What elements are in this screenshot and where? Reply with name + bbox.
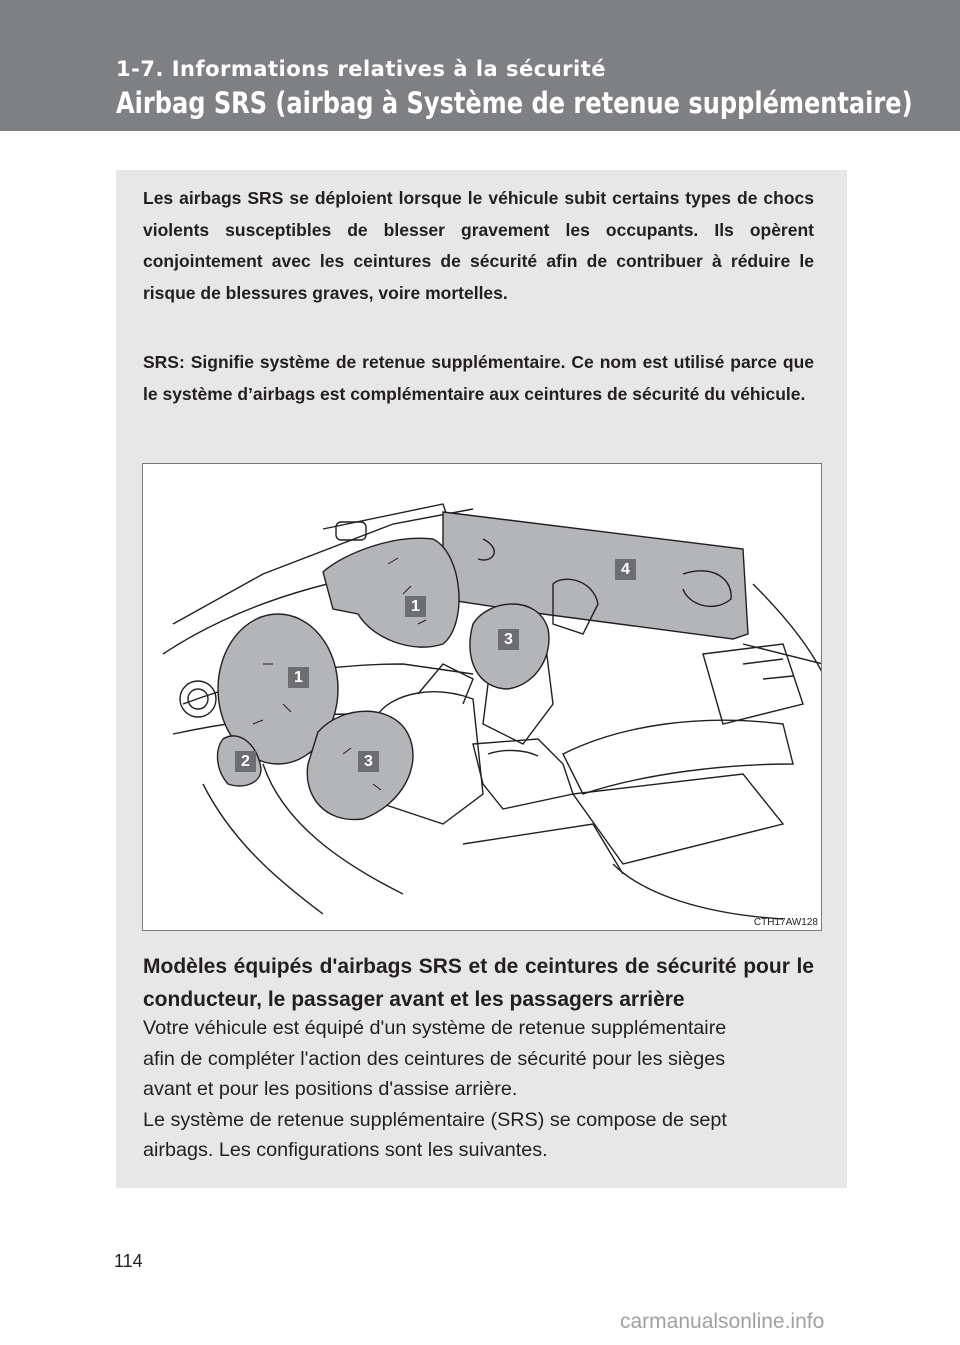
page-title: Airbag SRS (airbag à Système de retenue supplémentaire) [116,86,913,120]
car-interior-drawing [143,464,822,931]
section-label: 1-7. Informations relatives à la sécurité [116,57,606,81]
callout-1-curtain: 1 [405,596,426,617]
section-body [143,1013,823,1166]
watermark: carmanualsonline.info [620,1310,825,1333]
intro-paragraph: Les airbags SRS se déploient lorsque le véhicule subit certains types de chocs violents susceptibles de blesser gravement les occupants. Ils opèrent conjointement avec les ceintures de sécurité afin de contribuer à réduire le risque de blessures graves, voire mortelles. [143,188,814,303]
figure-code: CTH17AW128 [753,917,818,928]
callout-3-side-passenger: 3 [498,629,519,650]
body-line: avant et pour les positions d'assise arrière. [143,1078,518,1100]
srs-definition-paragraph: SRS: Signifie système de retenue supplémentaire. Ce nom est utilisé parce que le système d’airbags est complémentaire aux ceintures de sécurité du véhicule. [143,352,814,404]
callout-4-curtain-rear: 4 [615,559,636,580]
body-line: Votre véhicule est équipé d'un système de retenue supplémentaire [143,1017,727,1039]
airbag-illustration [142,463,822,931]
body-line: airbags. Les configurations sont les suivantes. [143,1139,548,1161]
callout-3-side-front: 3 [358,751,379,772]
body-line: Le système de retenue supplémentaire (SRS) se compose de sept [143,1108,727,1131]
callout-1-driver: 1 [288,667,309,688]
body-line: afin de compléter l'action des ceintures de sécurité pour les sièges [143,1047,726,1070]
callout-2-knee: 2 [235,751,256,772]
section-heading: Modèles équipés d'airbags SRS et de ceintures de sécurité pour le conducteur, le passager avant et les passagers arrière [143,955,814,1011]
page-number: 114 [114,1251,143,1271]
